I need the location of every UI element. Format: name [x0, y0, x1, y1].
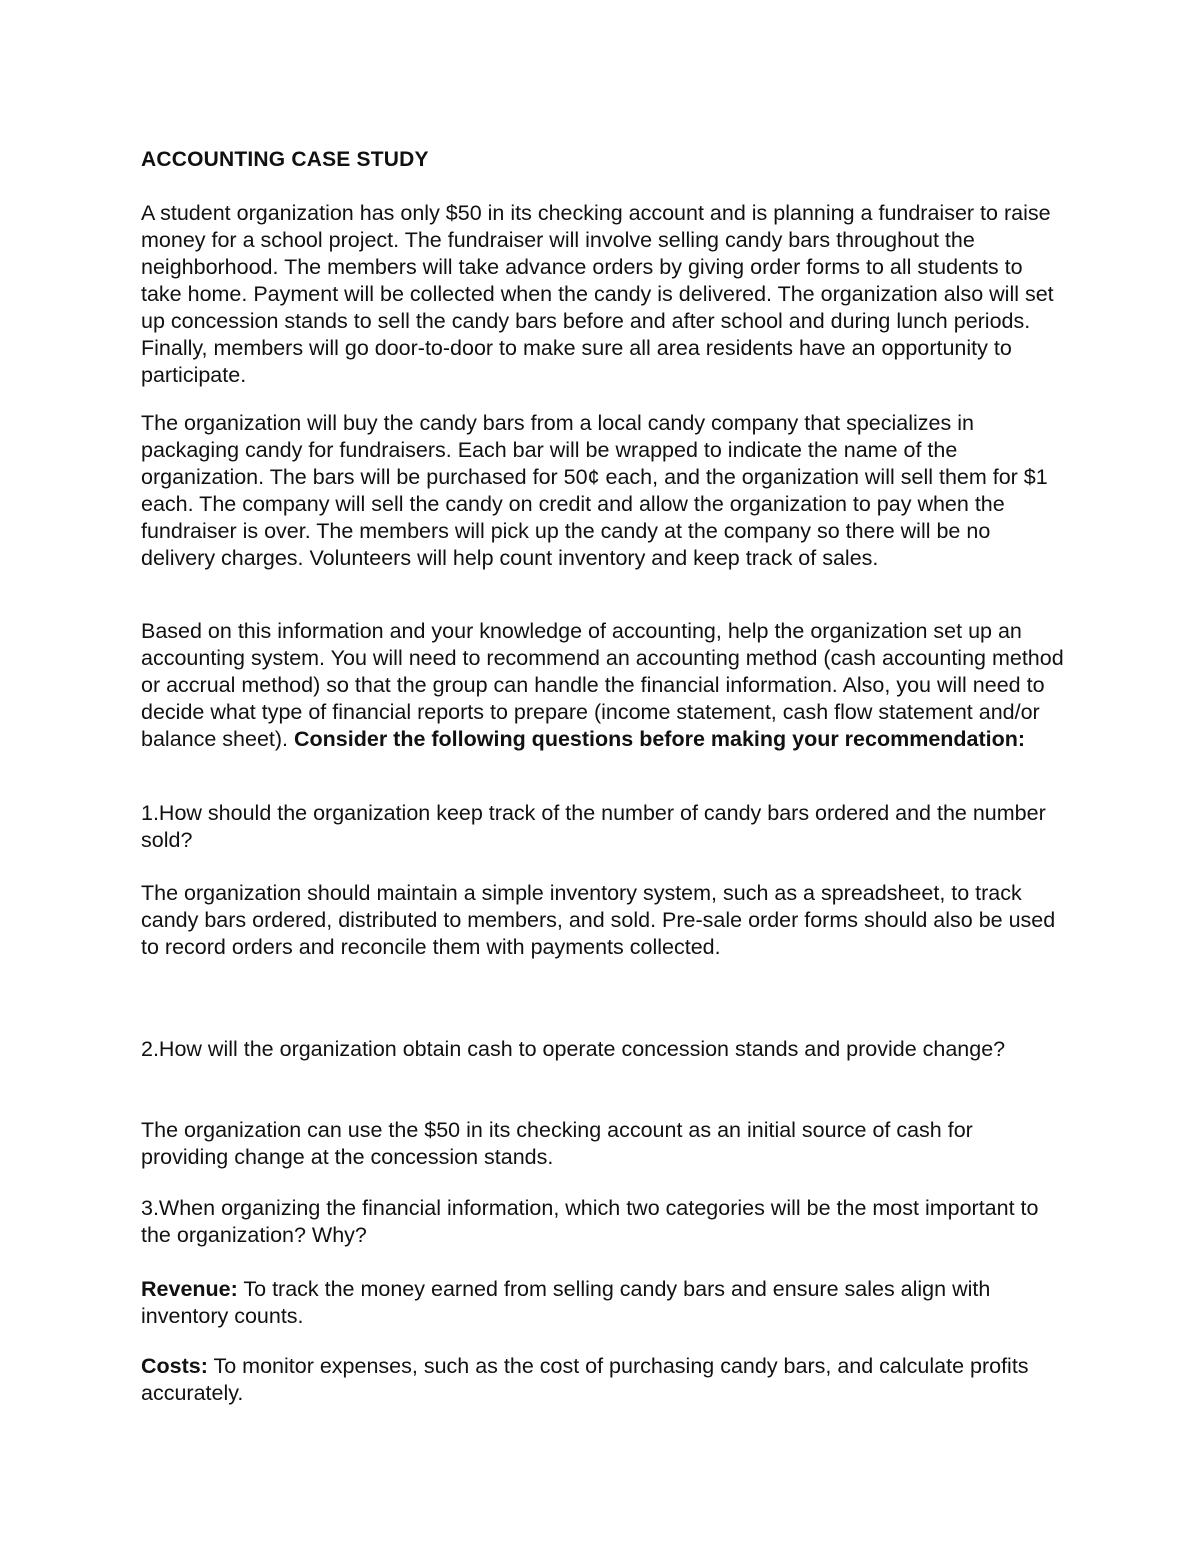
intro-paragraph-2: The organization will buy the candy bars from a local candy company that specializes in packaging candy for fundraisers. Each bar will be wrapped to indicate the name of the organization. The bars will be purchased for 50¢ each, and the organization will sell them for $1 each. The company will sell the candy on credit and allow the organization to pay when the fundraiser is over. The members will pick up the candy at the company so there will be no delivery charges. Volunteers will help count inventory and keep track of sales. — [141, 411, 1048, 570]
revenue-text: To track the money earned from selling candy bars and ensure sales align with inventory counts. — [141, 1277, 991, 1328]
question-3: 3.When organizing the financial information, which two categories will be the most important to the organization? Why? — [141, 1196, 1039, 1247]
question-2: 2.How will the organization obtain cash to operate concession stands and provide change? — [141, 1037, 1006, 1061]
answer-3-costs — [141, 1353, 1066, 1407]
revenue-label: Revenue: — [141, 1277, 238, 1301]
answer-3-revenue — [141, 1276, 1066, 1330]
question-1: 1.How should the organization keep track of the number of candy bars ordered and the number sold? — [141, 801, 1046, 852]
costs-text: To monitor expenses, such as the cost of purchasing candy bars, and calculate profits accurately. — [141, 1354, 1029, 1405]
answer-1: The organization should maintain a simple inventory system, such as a spreadsheet, to track candy bars ordered, distributed to members, and sold. Pre-sale order forms should also be used to record orders and reconcile them with payments collected. — [141, 881, 1056, 959]
intro-paragraph-3 — [141, 618, 1066, 753]
document-page — [141, 0, 1066, 1553]
intro-paragraph-1: A student organization has only $50 in its checking account and is planning a fundraiser to raise money for a school project. The fundraiser will involve selling candy bars throughout the neighborhood. The members will take advance orders by giving order forms to all students to take home. Payment will be collected when the candy is delivered. The organization also will set up concession stands to sell the candy bars before and after school and during lunch periods. Finally, members will go door-to-door to make sure all area residents have an opportunity to participate. — [141, 201, 1054, 387]
intro-paragraph-3-bold: Consider the following questions before making your recommendation: — [294, 727, 1026, 751]
costs-label: Costs: — [141, 1354, 208, 1378]
intro-paragraph-3-text: Based on this information and your knowledge of accounting, help the organization set up an accounting system. You will need to recommend an accounting method (cash accounting method or accrual method) so that the group can handle the financial information. Also, you will need to decide what type of financial reports to prepare (income statement, cash flow statement and/or balance sheet). — [141, 619, 1064, 751]
answer-2: The organization can use the $50 in its checking account as an initial source of cash for providing change at the concession stands. — [141, 1118, 973, 1169]
document-title: ACCOUNTING CASE STUDY — [141, 148, 429, 171]
